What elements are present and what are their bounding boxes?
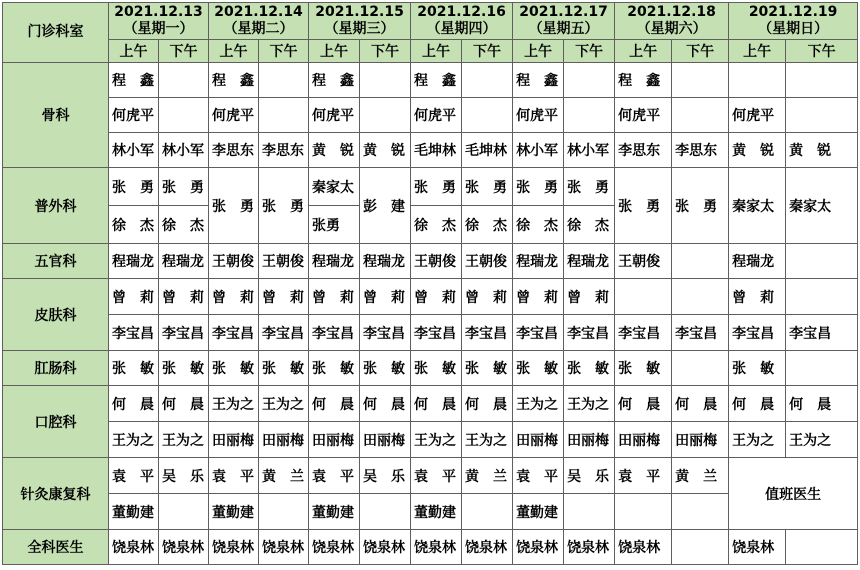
schedule-cell: 李宝昌	[729, 315, 786, 351]
schedule-cell: 王为之	[513, 386, 564, 422]
schedule-cell: 毛坤林	[411, 133, 462, 168]
schedule-cell: 袁 平	[209, 458, 259, 494]
schedule-cell: 田丽梅	[513, 422, 564, 458]
schedule-cell: 徐 杰	[411, 206, 462, 244]
schedule-cell	[672, 351, 729, 386]
schedule-cell: 曾 莉	[159, 279, 209, 315]
schedule-cell	[564, 63, 615, 98]
schedule-cell: 王为之	[786, 422, 858, 458]
schedule-cell: 程 鑫	[309, 63, 360, 98]
schedule-row	[3, 133, 858, 168]
schedule-cell	[462, 494, 513, 530]
schedule-cell: 张 敏	[209, 351, 259, 386]
schedule-cell: 张 敏	[513, 351, 564, 386]
schedule-row	[3, 3, 858, 40]
schedule-cell: 饶泉林	[564, 530, 615, 565]
schedule-cell: 袁 平	[513, 458, 564, 494]
schedule-cell: 程 鑫	[615, 63, 672, 98]
schedule-cell: 程瑞龙	[109, 244, 159, 279]
schedule-cell: 田丽梅	[672, 422, 729, 458]
schedule-cell: 何 晨	[360, 386, 411, 422]
schedule-cell: 林小军	[159, 133, 209, 168]
schedule-cell: 张 勇	[159, 168, 209, 206]
schedule-cell: 徐 杰	[159, 206, 209, 244]
schedule-cell: 林小军	[513, 133, 564, 168]
schedule-cell: 饶泉林	[309, 530, 360, 565]
schedule-cell: 曾 莉	[360, 279, 411, 315]
schedule-cell: 王为之	[109, 422, 159, 458]
schedule-cell: 何 晨	[462, 386, 513, 422]
schedule-cell: 黄 锐	[309, 133, 360, 168]
am-header: 上午	[209, 40, 259, 63]
schedule-cell: 王朝俊	[411, 244, 462, 279]
schedule-cell	[564, 98, 615, 133]
day-header	[209, 3, 309, 40]
schedule-cell: 曾 莉	[462, 279, 513, 315]
schedule-cell: 董勤建	[209, 494, 259, 530]
schedule-cell: 毛坤林	[462, 133, 513, 168]
schedule-cell: 林小军	[564, 133, 615, 168]
schedule-cell: 何虎平	[209, 98, 259, 133]
schedule-cell: 董勤建	[513, 494, 564, 530]
schedule-row	[3, 63, 858, 98]
schedule-cell: 饶泉林	[159, 530, 209, 565]
schedule-cell	[786, 279, 858, 315]
schedule-cell: 张 勇	[411, 168, 462, 206]
schedule-row	[3, 422, 858, 458]
schedule-cell: 秦家太	[786, 168, 858, 244]
schedule-cell	[259, 494, 309, 530]
schedule-cell	[672, 244, 729, 279]
schedule-row	[3, 351, 858, 386]
schedule-cell: 李宝昌	[462, 315, 513, 351]
schedule-cell: 饶泉林	[615, 530, 672, 565]
schedule-cell: 程瑞龙	[513, 244, 564, 279]
schedule-cell: 李思东	[259, 133, 309, 168]
am-header: 上午	[615, 40, 672, 63]
schedule-cell: 何虎平	[513, 98, 564, 133]
am-header: 上午	[411, 40, 462, 63]
schedule-cell: 王朝俊	[615, 244, 672, 279]
schedule-cell: 张 敏	[462, 351, 513, 386]
am-header: 上午	[309, 40, 360, 63]
schedule-cell: 徐 杰	[564, 206, 615, 244]
schedule-cell: 程 鑫	[109, 63, 159, 98]
schedule-cell	[786, 98, 858, 133]
schedule-cell: 张 敏	[259, 351, 309, 386]
schedule-cell	[360, 63, 411, 98]
schedule-cell: 何虎平	[729, 98, 786, 133]
schedule-cell: 李宝昌	[786, 315, 858, 351]
schedule-cell	[462, 63, 513, 98]
schedule-cell: 王朝俊	[259, 244, 309, 279]
schedule-cell: 程瑞龙	[309, 244, 360, 279]
schedule-cell: 王为之	[729, 422, 786, 458]
schedule-cell	[786, 530, 858, 565]
schedule-cell	[159, 494, 209, 530]
schedule-cell: 张 勇	[209, 168, 259, 244]
schedule-cell	[159, 98, 209, 133]
schedule-cell: 董勤建	[309, 494, 360, 530]
schedule-cell: 李宝昌	[615, 315, 672, 351]
dept-label: 口腔科	[3, 386, 109, 458]
schedule-cell: 李宝昌	[209, 315, 259, 351]
schedule-cell: 饶泉林	[209, 530, 259, 565]
day-date: 2021.12.16	[417, 4, 506, 20]
schedule-cell: 曾 莉	[729, 279, 786, 315]
schedule-cell: 张 勇	[513, 168, 564, 206]
schedule-cell	[672, 98, 729, 133]
day-weekday: （星期六）	[636, 21, 707, 37]
schedule-cell: 李宝昌	[360, 315, 411, 351]
pm-header: 下午	[672, 40, 729, 63]
am-header: 上午	[109, 40, 159, 63]
schedule-cell: 李宝昌	[672, 315, 729, 351]
schedule-row	[3, 315, 858, 351]
duty-doctor-cell: 值班医生	[729, 458, 858, 530]
schedule-cell: 何虎平	[109, 98, 159, 133]
schedule-cell: 吴 乐	[360, 458, 411, 494]
schedule-cell: 何 晨	[672, 386, 729, 422]
schedule-cell: 王为之	[259, 386, 309, 422]
schedule-cell: 彭 建	[360, 168, 411, 244]
schedule-cell	[672, 494, 729, 530]
schedule-cell: 张 敏	[309, 351, 360, 386]
schedule-cell: 秦家太	[309, 168, 360, 206]
schedule-cell: 吴 乐	[564, 458, 615, 494]
schedule-row	[3, 168, 858, 206]
schedule-cell: 李宝昌	[259, 315, 309, 351]
schedule-cell: 程瑞龙	[729, 244, 786, 279]
schedule-cell	[786, 63, 858, 98]
schedule-cell: 曾 莉	[411, 279, 462, 315]
schedule-cell: 饶泉林	[360, 530, 411, 565]
schedule-cell: 李思东	[209, 133, 259, 168]
am-header: 上午	[513, 40, 564, 63]
schedule-cell: 王为之	[159, 422, 209, 458]
schedule-cell: 何 晨	[109, 386, 159, 422]
schedule-cell: 张 敏	[109, 351, 159, 386]
schedule-cell: 李宝昌	[564, 315, 615, 351]
day-weekday: （星期三）	[324, 21, 395, 37]
schedule-cell: 张 勇	[564, 168, 615, 206]
schedule-cell: 饶泉林	[462, 530, 513, 565]
schedule-cell	[672, 279, 729, 315]
dept-label: 针灸康复科	[3, 458, 109, 530]
schedule-cell: 田丽梅	[209, 422, 259, 458]
schedule-cell: 袁 平	[309, 458, 360, 494]
schedule-cell: 王为之	[564, 386, 615, 422]
schedule-cell: 林小军	[109, 133, 159, 168]
schedule-cell: 张 敏	[411, 351, 462, 386]
schedule-cell: 饶泉林	[729, 530, 786, 565]
schedule-cell	[615, 494, 672, 530]
schedule-cell: 程瑞龙	[564, 244, 615, 279]
schedule-cell: 何虎平	[411, 98, 462, 133]
schedule-cell: 李思东	[615, 133, 672, 168]
dept-label: 肛肠科	[3, 351, 109, 386]
schedule-cell: 田丽梅	[360, 422, 411, 458]
schedule-cell	[259, 98, 309, 133]
schedule-cell: 何 晨	[159, 386, 209, 422]
pm-header: 下午	[360, 40, 411, 63]
day-header	[513, 3, 615, 40]
day-date: 2021.12.14	[214, 4, 303, 20]
schedule-cell: 黄 锐	[786, 133, 858, 168]
schedule-cell: 田丽梅	[259, 422, 309, 458]
schedule-cell: 张 勇	[615, 168, 672, 244]
schedule-cell: 田丽梅	[309, 422, 360, 458]
schedule-row	[3, 279, 858, 315]
schedule-cell: 徐 杰	[513, 206, 564, 244]
schedule-cell: 徐 杰	[462, 206, 513, 244]
schedule-cell: 程 鑫	[209, 63, 259, 98]
schedule-cell: 张 勇	[462, 168, 513, 206]
day-weekday: （星期日）	[758, 21, 829, 37]
schedule-cell	[360, 494, 411, 530]
schedule-cell: 董勤建	[109, 494, 159, 530]
schedule-cell: 田丽梅	[564, 422, 615, 458]
schedule-cell: 王为之	[209, 386, 259, 422]
schedule-cell: 曾 莉	[109, 279, 159, 315]
schedule-cell: 王朝俊	[462, 244, 513, 279]
day-weekday: （星期二）	[223, 21, 294, 37]
dept-label: 全科医生	[3, 530, 109, 565]
schedule-cell: 饶泉林	[411, 530, 462, 565]
schedule-cell: 曾 莉	[259, 279, 309, 315]
schedule-cell: 程 鑫	[411, 63, 462, 98]
schedule-cell: 饶泉林	[259, 530, 309, 565]
schedule-cell: 张 敏	[360, 351, 411, 386]
day-date: 2021.12.17	[519, 4, 608, 20]
schedule-cell: 田丽梅	[615, 422, 672, 458]
pm-header: 下午	[462, 40, 513, 63]
schedule-cell: 袁 平	[109, 458, 159, 494]
schedule-cell: 张 勇	[109, 168, 159, 206]
schedule-cell: 程瑞龙	[159, 244, 209, 279]
schedule-cell: 李宝昌	[309, 315, 360, 351]
day-date: 2021.12.19	[748, 4, 838, 20]
schedule-cell: 李宝昌	[109, 315, 159, 351]
schedule-cell: 何虎平	[615, 98, 672, 133]
schedule-cell	[615, 279, 672, 315]
schedule-cell: 何 晨	[786, 386, 858, 422]
dept-label: 普外科	[3, 168, 109, 244]
pm-header: 下午	[159, 40, 209, 63]
day-weekday: （星期五）	[528, 21, 599, 37]
schedule-cell: 何虎平	[309, 98, 360, 133]
schedule-cell	[564, 494, 615, 530]
schedule-cell	[786, 351, 858, 386]
dept-label: 皮肤科	[3, 279, 109, 351]
schedule-cell: 饶泉林	[109, 530, 159, 565]
schedule-cell	[729, 63, 786, 98]
day-weekday: （星期一）	[123, 21, 194, 37]
day-date: 2021.12.15	[315, 4, 404, 20]
schedule-cell: 张 敏	[729, 351, 786, 386]
pm-header: 下午	[786, 40, 858, 63]
schedule-cell: 秦家太	[729, 168, 786, 244]
schedule-cell: 黄 兰	[672, 458, 729, 494]
schedule-cell: 张勇	[309, 206, 360, 244]
schedule-cell: 饶泉林	[513, 530, 564, 565]
day-header	[109, 3, 209, 40]
schedule-cell	[259, 63, 309, 98]
schedule-cell: 袁 平	[615, 458, 672, 494]
schedule-row	[3, 530, 858, 565]
schedule-cell: 李思东	[672, 133, 729, 168]
schedule-cell: 黄 锐	[360, 133, 411, 168]
schedule-cell: 张 勇	[259, 168, 309, 244]
schedule-cell	[360, 98, 411, 133]
schedule-cell: 张 敏	[615, 351, 672, 386]
schedule-cell: 王为之	[462, 422, 513, 458]
dept-label: 骨科	[3, 63, 109, 168]
dept-column-header: 门诊科室	[3, 3, 109, 63]
schedule-cell: 曾 莉	[513, 279, 564, 315]
schedule-cell: 何 晨	[309, 386, 360, 422]
schedule-cell: 李宝昌	[513, 315, 564, 351]
schedule-cell	[786, 244, 858, 279]
day-date: 2021.12.18	[627, 4, 716, 20]
schedule-cell: 徐 杰	[109, 206, 159, 244]
schedule-cell: 王朝俊	[209, 244, 259, 279]
schedule-cell	[462, 98, 513, 133]
day-header	[309, 3, 411, 40]
schedule-cell: 曾 莉	[309, 279, 360, 315]
schedule-row	[3, 386, 858, 422]
pm-header: 下午	[259, 40, 309, 63]
schedule-cell: 李宝昌	[159, 315, 209, 351]
schedule-cell: 李宝昌	[411, 315, 462, 351]
schedule-row	[3, 98, 858, 133]
pm-header: 下午	[564, 40, 615, 63]
day-weekday: （星期四）	[426, 21, 497, 37]
schedule-table	[2, 2, 858, 565]
schedule-cell: 董勤建	[411, 494, 462, 530]
day-date: 2021.12.13	[114, 4, 203, 20]
schedule-cell: 程 鑫	[513, 63, 564, 98]
schedule-cell: 张 敏	[159, 351, 209, 386]
dept-label: 五官科	[3, 244, 109, 279]
day-header	[729, 3, 858, 40]
schedule-cell	[159, 63, 209, 98]
day-header	[615, 3, 729, 40]
schedule-cell: 曾 莉	[564, 279, 615, 315]
schedule-cell: 何 晨	[729, 386, 786, 422]
schedule-cell	[672, 530, 729, 565]
schedule-row	[3, 40, 858, 63]
schedule-cell: 张 勇	[672, 168, 729, 244]
schedule-cell: 何 晨	[411, 386, 462, 422]
schedule-row	[3, 244, 858, 279]
schedule-cell: 黄 锐	[729, 133, 786, 168]
schedule-cell: 袁 平	[411, 458, 462, 494]
schedule-cell: 黄 兰	[462, 458, 513, 494]
schedule-cell: 何 晨	[615, 386, 672, 422]
day-header	[411, 3, 513, 40]
schedule-cell: 张 敏	[564, 351, 615, 386]
am-header: 上午	[729, 40, 786, 63]
schedule-cell: 曾 莉	[209, 279, 259, 315]
schedule-cell: 程瑞龙	[360, 244, 411, 279]
schedule-row	[3, 458, 858, 494]
schedule-cell: 吴 乐	[159, 458, 209, 494]
schedule-cell: 黄 兰	[259, 458, 309, 494]
schedule-cell	[672, 63, 729, 98]
schedule-cell: 王为之	[411, 422, 462, 458]
